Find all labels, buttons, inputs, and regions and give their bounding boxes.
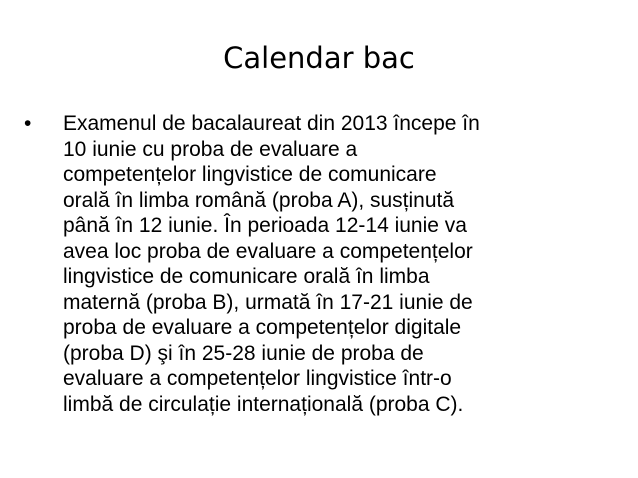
bullet-text-line: maternă (proba B), urmată în 17-21 iunie de — [63, 290, 473, 314]
bullet-dot: • — [24, 112, 32, 135]
slide-title: Calendar bac — [223, 41, 415, 75]
bullet-text-line: limbă de circulație internațională (proba C). — [63, 392, 464, 416]
bullet-text-line: (proba D) şi în 25-28 iunie de proba de — [63, 341, 424, 365]
bullet-text-line: avea loc proba de evaluare a competențelor — [63, 239, 473, 263]
bullet-text-line: lingvistice de comunicare orală în limba — [63, 265, 430, 288]
bullet-text-line: Examenul de bacalaureat din 2013 începe în — [63, 112, 480, 135]
bullet-text-line: evaluare a competențelor lingvistice într-o — [63, 367, 452, 390]
bullet-list — [24, 111, 624, 417]
bullet-item — [24, 111, 624, 417]
bullet-text-line: orală în limba română (proba A), susținută — [63, 188, 455, 212]
bullet-text-line: 10 iunie cu proba de evaluare a — [63, 137, 358, 161]
bullet-text-line: competențelor lingvistice de comunicare — [63, 163, 437, 186]
bullet-text-line: proba de evaluare a competențelor digitale — [63, 316, 462, 339]
bullet-text-line: până în 12 iunie. În perioada 12-14 iunie va — [63, 214, 467, 237]
